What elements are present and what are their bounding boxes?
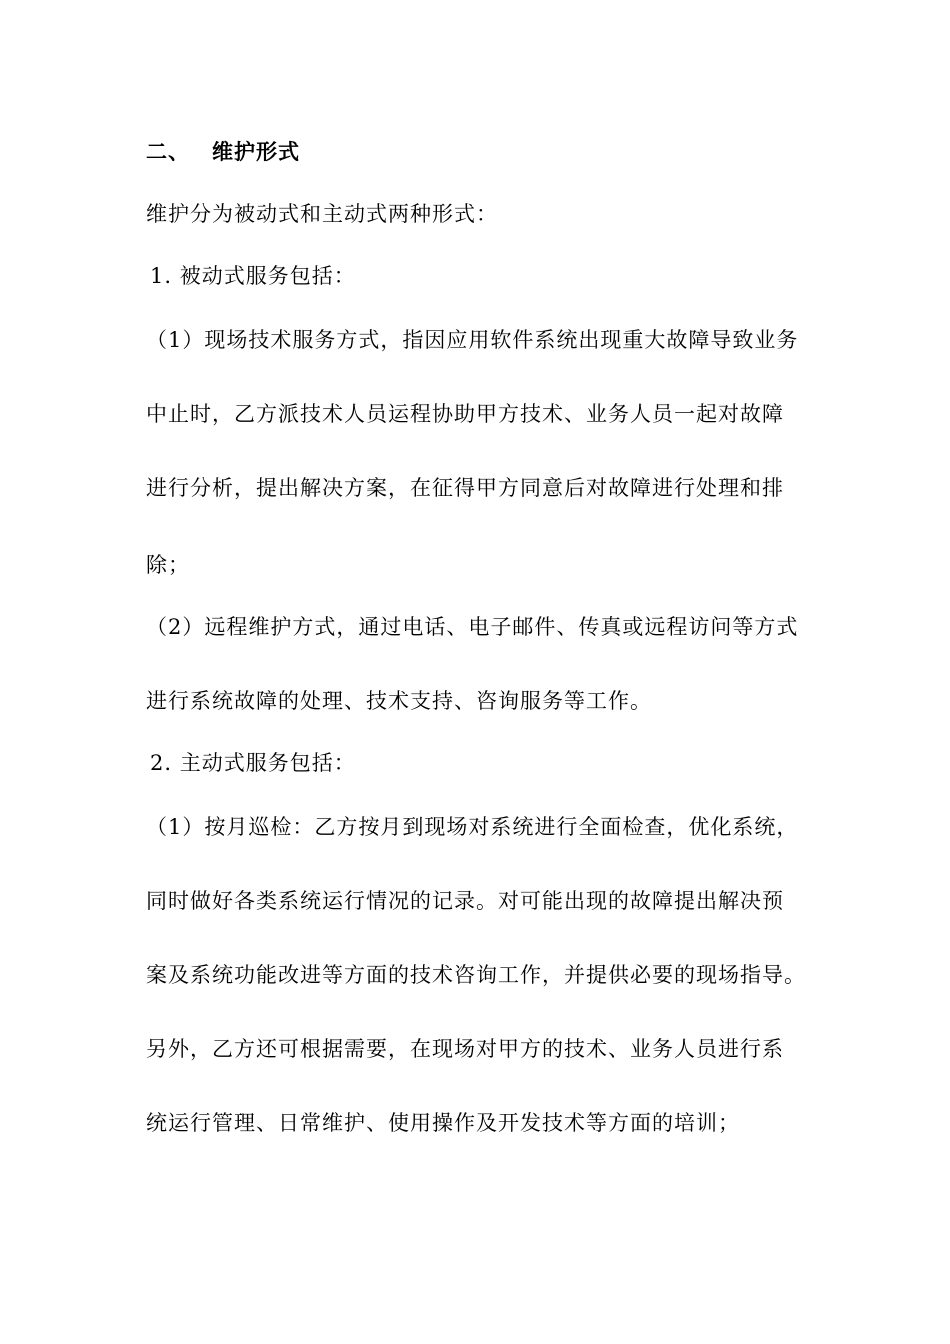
section-title: 维护形式 bbox=[212, 140, 300, 164]
passive-item1-line4: 除； bbox=[146, 553, 190, 577]
passive-item2-line2: 进行系统故障的处理、技术支持、咨询服务等工作。 bbox=[146, 689, 652, 713]
active-item1-line4: 另外，乙方还可根据需要，在现场对甲方的技术、业务人员进行系 bbox=[146, 1037, 784, 1061]
active-item1-line2: 同时做好各类系统运行情况的记录。对可能出现的故障提出解决预 bbox=[146, 889, 784, 913]
section-heading bbox=[146, 138, 300, 166]
active-item1-line3: 案及系统功能改进等方面的技术咨询工作，并提供必要的现场指导。 bbox=[146, 963, 806, 987]
intro-paragraph: 维护分为被动式和主动式两种形式： bbox=[146, 202, 498, 226]
passive-item1-line1: （1）现场技术服务方式，指因应用软件系统出现重大故障导致业务 bbox=[146, 328, 799, 352]
active-heading: 2. 主动式服务包括： bbox=[150, 751, 356, 775]
passive-item1-line2: 中止时，乙方派技术人员运程协助甲方技术、业务人员一起对故障 bbox=[146, 402, 784, 426]
active-item1-line5: 统运行管理、日常维护、使用操作及开发技术等方面的培训； bbox=[146, 1111, 740, 1135]
passive-item1-line3: 进行分析，提出解决方案，在征得甲方同意后对故障进行处理和排 bbox=[146, 476, 784, 500]
active-item1-line1: （1）按月巡检：乙方按月到现场对系统进行全面检查，优化系统， bbox=[146, 815, 799, 839]
passive-heading: 1. 被动式服务包括： bbox=[150, 264, 356, 288]
section-number: 二、 bbox=[146, 140, 190, 164]
passive-item2-line1: （2）远程维护方式，通过电话、电子邮件、传真或远程访问等方式 bbox=[146, 615, 799, 639]
